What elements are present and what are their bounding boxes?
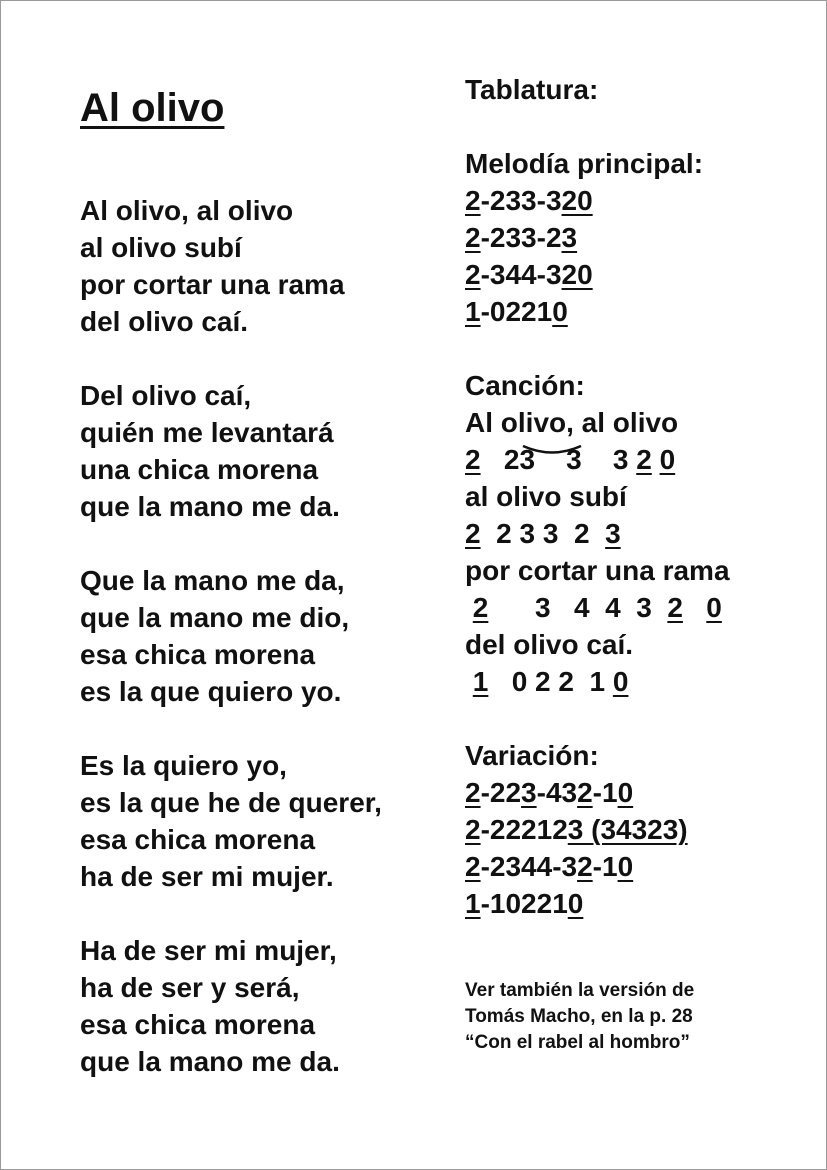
- song-line: [465, 663, 730, 700]
- underlined-segment: 2: [465, 518, 481, 549]
- segment: Al olivo, al olivo: [465, 407, 679, 438]
- segment: -1: [592, 851, 618, 882]
- underlined-segment: 2: [472, 592, 489, 623]
- underlined-segment: 2: [667, 592, 683, 623]
- lyric-line: al olivo subí: [80, 232, 242, 263]
- segment: [465, 666, 473, 697]
- lyric-line: esa chica morena: [80, 1009, 316, 1040]
- tablature-heading: Tablatura:: [465, 74, 599, 105]
- underlined-segment: 0: [567, 888, 584, 919]
- segment: [465, 592, 473, 623]
- segment: -344-3: [480, 259, 562, 290]
- underlined-segment: 3: [605, 518, 621, 549]
- underlined-segment: 2: [465, 851, 481, 882]
- lyric-line: esa chica morena: [80, 824, 316, 855]
- underlined-segment: 0: [617, 777, 634, 808]
- segment: por cortar una rama: [465, 555, 730, 586]
- underlined-segment: 3: [521, 777, 537, 808]
- song-block: [465, 404, 730, 700]
- underlined-segment: 3: [561, 222, 578, 253]
- variation-line: [465, 774, 730, 811]
- segment: -43: [536, 777, 578, 808]
- underlined-segment: 2: [465, 444, 481, 475]
- underlined-segment: 2: [465, 259, 481, 290]
- underlined-segment: 1: [465, 296, 481, 327]
- underlined-segment: 2: [465, 222, 481, 253]
- lyric-line: quién me levantará: [80, 417, 334, 448]
- variation-line: [465, 848, 730, 885]
- lyric-line: Que la mano me da,: [80, 565, 345, 596]
- underlined-segment: 2: [636, 444, 652, 475]
- song-line: [465, 552, 730, 589]
- underlined-segment: 2: [465, 185, 481, 216]
- underlined-segment: 3 (34323): [567, 814, 688, 845]
- melody-block: [465, 182, 730, 330]
- lyric-line: por cortar una rama: [80, 269, 345, 300]
- lyric-line: esa chica morena: [80, 639, 316, 670]
- segment: -2344-3: [480, 851, 578, 882]
- stanza: [80, 747, 382, 895]
- segment: -22212: [480, 814, 568, 845]
- underlined-segment: 0: [706, 592, 722, 623]
- segment: al olivo subí: [465, 481, 627, 512]
- segment: 0 2 2 1: [488, 666, 613, 697]
- lyrics-column: [80, 192, 382, 1117]
- slur-mark: [521, 443, 583, 457]
- underlined-segment: 2: [465, 814, 481, 845]
- lyric-line: del olivo caí.: [80, 306, 249, 337]
- variation-block: [465, 774, 730, 922]
- segment: -1: [592, 777, 618, 808]
- segment: [683, 592, 706, 623]
- underlined-segment: 1: [472, 666, 489, 697]
- segment: -10221: [480, 888, 568, 919]
- variation-line: [465, 811, 730, 848]
- lyric-line: una chica morena: [80, 454, 319, 485]
- segment: -22: [480, 777, 522, 808]
- song-line: [465, 515, 730, 552]
- stanza: [80, 192, 382, 340]
- stanza: [80, 562, 382, 710]
- lyric-line: Al olivo, al olivo: [80, 195, 294, 226]
- lyric-line: que la mano me dio,: [80, 602, 350, 633]
- lyric-line: Es la quiero yo,: [80, 750, 287, 781]
- underlined-segment: 2: [465, 777, 481, 808]
- segment: 23 3 3: [480, 444, 637, 475]
- lyric-line: es la que he de querer,: [80, 787, 382, 818]
- underlined-segment: 2: [577, 777, 593, 808]
- lyric-line: es la que quiero yo.: [80, 676, 342, 707]
- underlined-segment: 0: [617, 851, 634, 882]
- song-line: [465, 441, 730, 478]
- underlined-segment: 2: [577, 851, 593, 882]
- lyric-line: que la mano me da.: [80, 1046, 340, 1077]
- underlined-segment: 0: [612, 666, 629, 697]
- song-heading: Canción:: [465, 370, 585, 401]
- underlined-segment: 20: [561, 259, 593, 290]
- stanza: [80, 932, 382, 1080]
- lyric-line: Del olivo caí,: [80, 380, 252, 411]
- melody-heading: Melodía principal:: [465, 148, 704, 179]
- song-line: [465, 589, 730, 626]
- lyric-line: Ha de ser mi mujer,: [80, 935, 337, 966]
- reference-note: [465, 978, 694, 1056]
- note-line: Tomás Macho, en la p. 28: [465, 1006, 693, 1027]
- song-title: Al olivo: [80, 86, 225, 130]
- underlined-segment: 20: [561, 185, 593, 216]
- variation-heading: Variación:: [465, 740, 599, 771]
- lyric-line: ha de ser y será,: [80, 972, 300, 1003]
- note-line: “Con el rabel al hombro”: [465, 1032, 690, 1053]
- lyric-line: que la mano me da.: [80, 491, 340, 522]
- segment: -0221: [480, 296, 553, 327]
- underlined-segment: 0: [659, 444, 676, 475]
- underlined-segment: 1: [465, 888, 481, 919]
- segment: 3 4 4 3: [488, 592, 668, 623]
- song-line: [465, 478, 730, 515]
- segment: 2 3 3 2: [480, 518, 606, 549]
- variation-line: [465, 885, 730, 922]
- tablature-column: [465, 71, 730, 922]
- segment: -233-3: [480, 185, 562, 216]
- underlined-segment: 0: [552, 296, 568, 327]
- song-line: [465, 404, 730, 441]
- segment: del olivo caí.: [465, 629, 634, 660]
- melody-line: [465, 219, 730, 256]
- melody-line: [465, 293, 730, 330]
- song-line: [465, 626, 730, 663]
- melody-line: [465, 182, 730, 219]
- segment: -233-2: [480, 222, 562, 253]
- segment: [652, 444, 660, 475]
- stanza: [80, 377, 382, 525]
- lyric-line: ha de ser mi mujer.: [80, 861, 334, 892]
- note-line: Ver también la versión de: [465, 980, 695, 1001]
- melody-line: [465, 256, 730, 293]
